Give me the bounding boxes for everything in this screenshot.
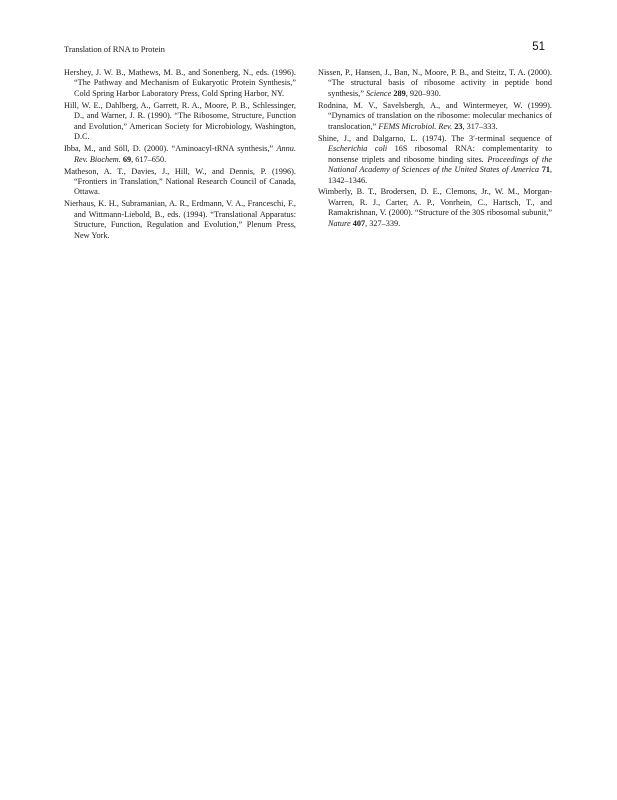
- reference-rodnina: Rodnina, M. V., Savelsbergh, A., and Wintermeyer, W. (1999). “Dynamics of translation on the ribosome: molecular mechanics of translocation,” FEMS Microbiol. Rev. 23, 317–333.: [318, 100, 552, 131]
- page-number: 51: [532, 41, 545, 53]
- reference-shine: Shine, J., and Dalgarno, L. (1974). The 3′-terminal sequence of Escherichia coli 16S ribosomal RNA: complementarity to nonsense triplets and ribosome binding sites. Proceedings of the National Academy of Sciences of the United States of America 71, 1342–1346.: [318, 133, 552, 185]
- reference-ibba: Ibba, M., and Söll, D. (2000). “Aminoacyl-tRNA synthesis,” Annu. Rev. Biochem. 69, 617–650.: [64, 144, 296, 164]
- running-head: Translation of RNA to Protein: [64, 44, 165, 54]
- reference-matheson: Matheson, A. T., Davies, J., Hill, W., and Dennis, P. (1996). “Frontiers in Translation,” National Research Council of Canada, Ottawa.: [64, 166, 296, 197]
- reference-wimberly: Wimberly, B. T., Brodersen, D. E., Clemons, Jr., W. M., Morgan-Warren, R. J., Carter, A. P., Vonrhein, C., Hartsch, T., and Ramakrishnan, V. (2000). “Structure of the 30S ribosomal subunit,” Nature 407, 327–339.: [318, 187, 552, 228]
- reference-hill: Hill, W. E., Dahlberg, A., Garrett, R. A., Moore, P. B., Schlessinger, D., and Warner, J. R. (1990). “The Ribosome, Structure, Function and Evolution,” American Society for Microbiology, Washington, D.C.: [64, 100, 296, 142]
- reference-nissen: Nissen, P., Hansen, J., Ban, N., Moore, P. B., and Steitz, T. A. (2000). “The structural basis of ribosome activity in peptide bond synthesis,” Science 289, 920–930.: [318, 68, 552, 98]
- references-right-column: [318, 68, 552, 231]
- references-left-column: [64, 68, 296, 243]
- reference-nierhaus: Nierhaus, K. H., Subramanian, A. R., Erdmann, V. A., Franceschi, F., and Wittmann-Liebold, B., eds. (1994). “Translational Apparatus: Structure, Function, Regulation and Evolution,” Plenum Press, New York.: [64, 199, 296, 240]
- reference-hershey: Hershey, J. W. B., Mathews, M. B., and Sonenberg, N., eds. (1996). “The Pathway and Mechanism of Eukaryotic Protein Synthesis,” Cold Spring Harbor Laboratory Press, Cold Spring Harbor, NY.: [64, 68, 296, 98]
